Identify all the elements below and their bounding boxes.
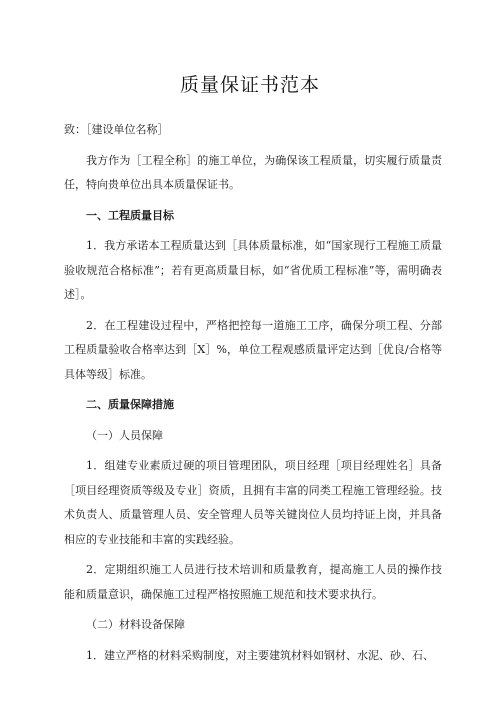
subheading-materials: （二）材料设备保障 — [86, 618, 185, 631]
document-body — [64, 118, 442, 674]
addressee-line: 致：［建设单位名称］ — [64, 123, 169, 136]
section-heading-quality-measures: 二、质量保障措施 — [86, 398, 174, 411]
personnel-item-1: 1．组建专业素质过硬的项目管理团队，项目经理［项目经理姓名］具备［项目经理资质等级及专业］资质，且拥有丰富的同类工程施工管理经验。技术负责人、质量管理人员、安全管理人员等关键岗位人员均持证上岗，并具备相应的专业技能和丰富的实践经验。 — [64, 459, 442, 546]
document-title: 质量保证书范本 — [179, 74, 320, 96]
subheading-personnel: （一）人员保障 — [86, 428, 163, 442]
materials-item-1: 1．建立严格的材料采购制度，对主要建筑材料如钢材、水泥、砂、石、 — [86, 648, 434, 662]
section-heading-quality-goal: 一、工程质量目标 — [86, 208, 174, 222]
quality-goal-item-1: 1．我方承诺本工程质量达到［具体质量标准，如“国家现行工程施工质量验收规范合格标准”；若有更高质量目标，如“省优质工程标准”等，需明确表述］。 — [64, 239, 442, 301]
personnel-item-2: 2．定期组织施工人员进行技术培训和质量教育，提高施工人员的操作技能和质量意识，确保施工过程严格按照施工规范和技术要求执行。 — [64, 563, 442, 601]
quality-goal-item-2: 2．在工程建设过程中，严格把控每一道施工工序，确保分项工程、分部工程质量验收合格率达到［X］%，单位工程观感质量评定达到［优良/合格等具体等级］标准。 — [64, 318, 442, 381]
intro-paragraph: 我方作为［工程全称］的施工单位，为确保该工程质量，切实履行质量责任，特向贵单位出具本质量保证书。 — [64, 153, 442, 191]
